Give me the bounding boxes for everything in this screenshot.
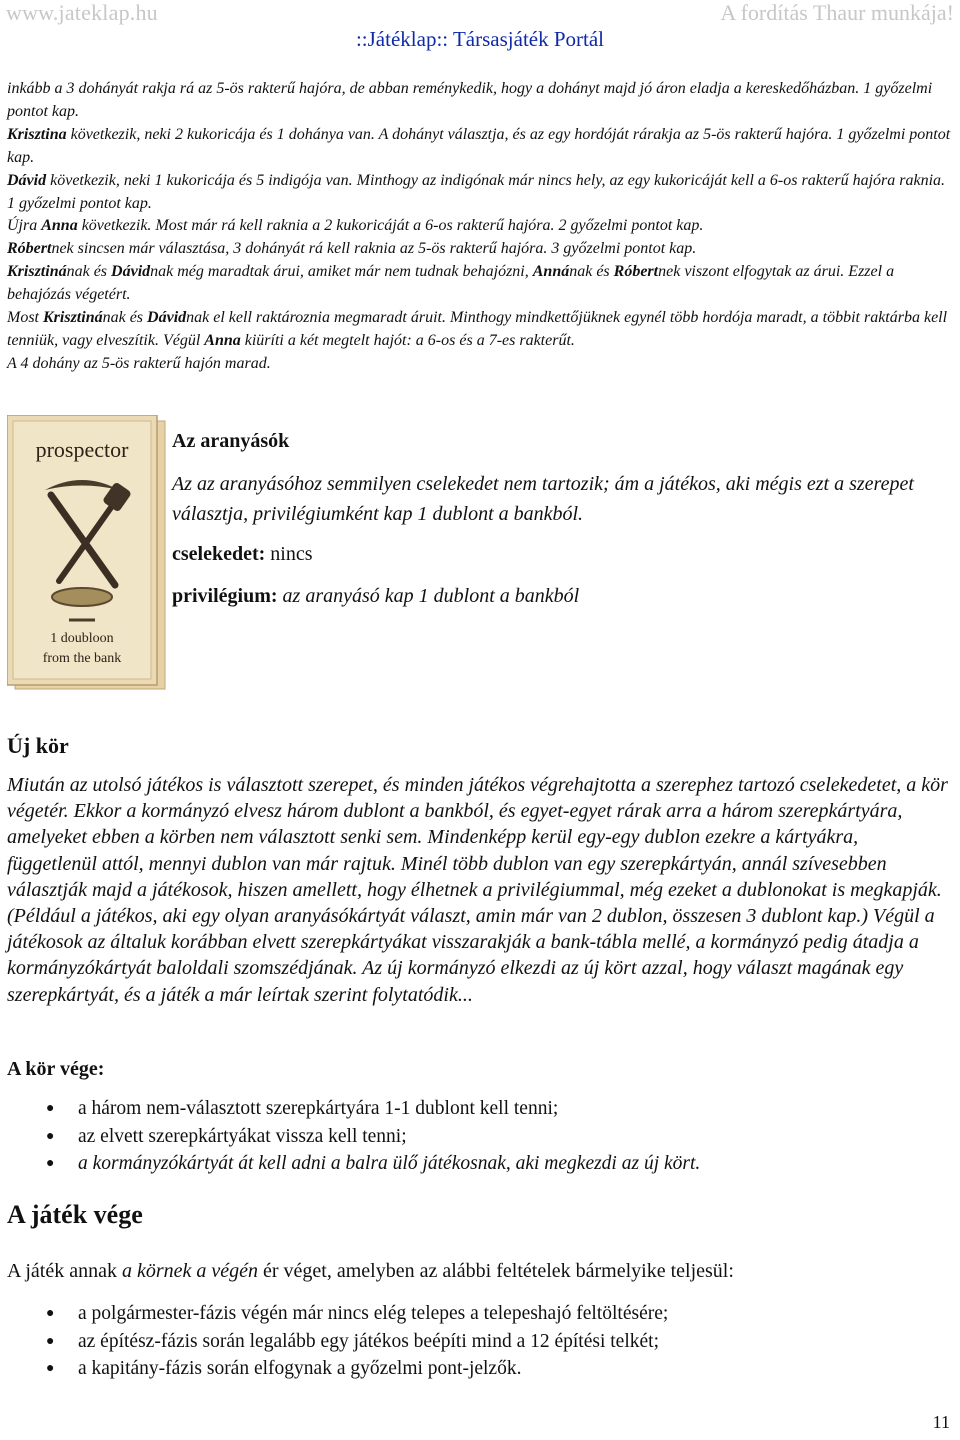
list-item: ● a polgármester-fázis végén már nincs elég telepes a telepeshajó feltöltésére; <box>0 1300 668 1328</box>
bullet-icon: ● <box>46 1156 55 1171</box>
bullet-icon: ● <box>46 1306 55 1321</box>
list-item: ● a kapitány-fázis során elfogynak a győzelmi pont-jelzők. <box>0 1355 668 1383</box>
intro-paragraph-5: Róbertnek sincsen már választása, 3 dohányát rá kell raknia az 5-ös rakterű hajóra. 3 győzelmi pontot kap. <box>7 240 697 258</box>
bullet-icon: ● <box>46 1101 55 1116</box>
intro-paragraph-3: Dávid következik, neki 1 kukoricája és 5 indigója van. Minthogy az indigónak már nincs hely, az egy kukoricáját kell a 6-os rakterű hajóra raknia. 1 győzelmi pontot kap. <box>7 171 946 212</box>
list-item: ● az építész-fázis során legalább egy játékos beépíti mind a 12 építési telkét; <box>0 1328 668 1356</box>
intro-paragraph-8: A 4 dohány az 5-ös rakterű hajón marad. <box>7 354 271 372</box>
card-line-1: 1 doubloon <box>50 631 114 646</box>
new-round-heading: Új kör <box>7 733 69 758</box>
list-item: ● a három nem-választott szerepkártyára 1-1 dublont kell tenni; <box>0 1095 700 1123</box>
game-end-intro: A játék annak a körnek a végén ér véget, amelyben az alábbi feltételek bármelyike teljesül: <box>7 1260 734 1282</box>
bullet-icon: ● <box>46 1128 55 1144</box>
intro-paragraph-4: Újra Anna következik. Most már rá kell raknia a 2 kukoricáját a 6-os rakterű hajóra. 2 győzelmi pontot kap. <box>7 217 704 235</box>
round-end-heading: A kör vége: <box>7 1058 105 1080</box>
round-end-list <box>0 1095 700 1178</box>
prospector-action: cselekedet: nincs <box>172 543 313 565</box>
game-end-list <box>0 1300 668 1383</box>
intro-paragraph-7: Most Krisztinának és Dávidnak el kell raktároznia megmaradt áruit. Minthogy mindkettőjüknek egynél több hordója maradt, a többit raktárba kell tenniük, vagy elveszítik. Végül Anna kiüríti a két megtelt hajót: a 6-os és a 7-es rakterűt. <box>7 309 948 349</box>
list-item: ● a kormányzókártyát át kell adni a balra ülő játékosnak, aki megkezdi az új kört. <box>0 1150 700 1178</box>
card-title: prospector <box>35 437 129 462</box>
intro-paragraph-1: inkább a 3 dohányát rakja rá az 5-ös rakterű hajóra, de abban reménykedik, hogy a dohányt majd jó áron eladja a kereskedőházban. 1 győzelmi pontot kap. <box>7 80 933 120</box>
card-line-2: from the bank <box>42 651 122 666</box>
intro-text <box>7 78 952 376</box>
header-portal-title[interactable]: ::Játéklap:: Társasjáték Portál <box>355 27 605 51</box>
bullet-icon: ● <box>46 1361 55 1376</box>
prospector-privilege: privilégium: az aranyásó kap 1 dublont a bankból <box>172 585 580 607</box>
header-site[interactable]: www.jateklap.hu <box>6 0 158 25</box>
header-credit: A fordítás Thaur munkája! <box>720 0 954 25</box>
page-number: 11 <box>932 1412 950 1432</box>
prospector-title: Az aranyásók <box>172 430 290 452</box>
game-end-heading: A játék vége <box>7 1200 143 1229</box>
intro-paragraph-2: Krisztina következik, neki 2 kukoricája és 1 dohánya van. A dohányt választja, és az egy hordóját rárakja az 5-ös rakterű hajóra. 1 győzelmi pontot kap. <box>7 125 951 166</box>
new-round-text: Miután az utolsó játékos is választott szerepet, és minden játékos végrehajtotta a szerephez tartozó cselekedetet, a kör végetér. Ekkor a kormányzó elvesz három dublont a bankból, és egyet-egyet rárak arra a három szerepkártyára, amelyeket ebben a körben nem választott senki sem. Mindenképp kerül egy-egy dublon ezekre a kártyákra, függetlenül attól, mennyi dublon van már rajtuk. Minél több dublon van egy szerepkártyán, annál szívesebben választják majd a játékosok, hiszen amellett, hogy élhetnek a privilégiummal, még ezeket a dublonokat is megkapják. (Például a játékos, aki egy olyan aranyásókártyát választ, amin már van 2 dublon, összesen 3 dublont kap.) Végül a játékosok az általuk korábban elvett szerepkártyákat visszarakják a bank-tábla mellé, a kormányzó pedig átadja a kormányzókártyát baloldali szomszédjának. Az új kormányzó elkezdi az új kört azzal, hogy választ magának egy szerepkártyát, és a játék a már leírtak szerint folytatódik... <box>7 774 948 1006</box>
intro-paragraph-6: Krisztinának és Dávidnak még maradtak árui, amiket már nem tudnak behajózni, Annának és Róbertnek viszont elfogytak az árui. Ezzel a behajózás végetért. <box>7 263 895 304</box>
prospector-section <box>172 430 957 608</box>
list-item: ● az elvett szerepkártyákat vissza kell tenni; <box>0 1123 700 1151</box>
prospector-description: Az az aranyásóhoz semmilyen cselekedet nem tartozik; ám a játékos, aki mégis ezt a szerepet választja, privilégiumként kap 1 dublont a bankból. <box>172 473 914 525</box>
prospector-card-image <box>7 415 167 693</box>
bullet-icon: ● <box>46 1333 55 1349</box>
